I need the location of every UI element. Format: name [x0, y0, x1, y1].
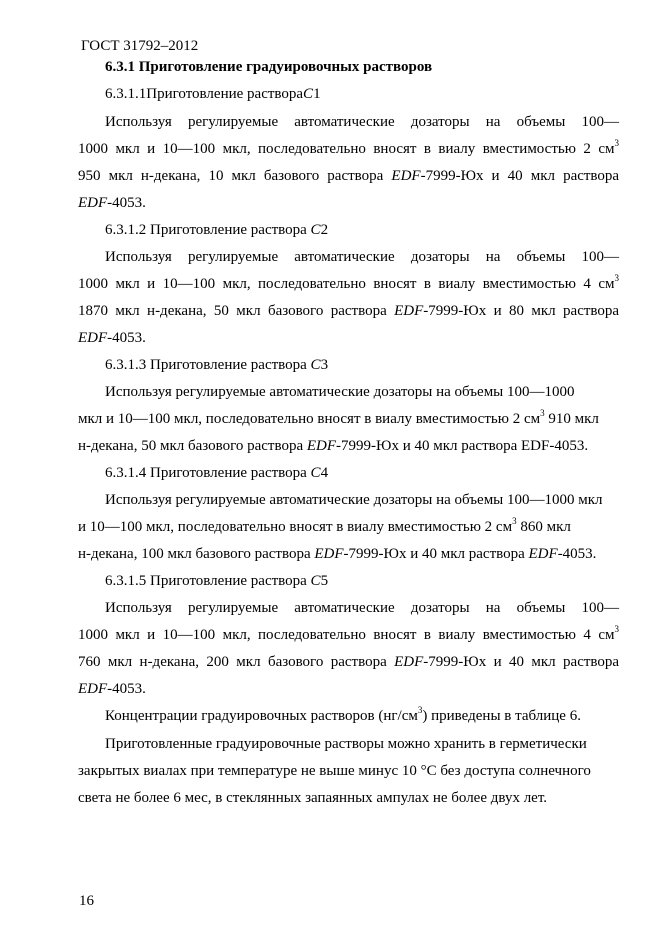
c3-line-2: мкл и 10—100 мкл, последовательно вносят в виалу вместимостью 2 $см^3$ 910 мкл [78, 408, 599, 427]
storage-line-3: света не более 6 мес, в стеклянных запаянных ампулах не более двух лет. [78, 790, 548, 806]
c5-line-1: Используя регулируемые автоматические дозаторы на объемы 100— [105, 600, 619, 616]
c1-line-4: EDF-4053. [78, 195, 146, 211]
concentration-paragraph: Концентрации градуировочных растворов $(нг/см^3)$ приведены в таблице 6. [105, 705, 581, 724]
subsection-heading-c4: 6.3.1.4 Приготовление раствора C4 [105, 465, 329, 481]
document-header: ГОСТ 31792–2012 [81, 38, 199, 54]
subsection-heading-c2: 6.3.1.2 Приготовление раствора C2 [105, 222, 329, 238]
c1-line-1: Используя регулируемые автоматические дозаторы на объемы 100— [105, 114, 619, 130]
page-number: 16 [79, 893, 94, 909]
c2-line-4: EDF-4053. [78, 330, 146, 346]
c3-line-3: н-декана, 50 мкл базового раствора EDF-7999-Юх и 40 мкл раствора EDF-4053. [78, 438, 589, 454]
c5-line-3: 760 мкл н-декана, 200 мкл базового раствора EDF-7999-Юх и 40 мкл раствора [78, 654, 620, 670]
c5-line-4: EDF-4053. [78, 681, 146, 697]
c5-line-2: 1000 мкл и 10—100 мкл, последовательно вносят в виалу вместимостью 4 $см^3$ [78, 624, 620, 643]
c1-line-2: 1000 мкл и 10—100 мкл, последовательно вносят в виалу вместимостью 2 $см^3$ [78, 138, 620, 157]
c2-line-2: 1000 мкл и 10—100 мкл, последовательно вносят в виалу вместимостью 4 $см^3$ [78, 273, 620, 292]
subsection-heading-c3: 6.3.1.3 Приготовление раствора C3 [105, 357, 329, 373]
c1-line-3: 950 мкл н-декана, 10 мкл базового раствора EDF-7999-Юх и 40 мкл раствора [78, 168, 620, 184]
storage-line-1: Приготовленные градуировочные растворы можно хранить в герметически [105, 736, 587, 752]
c4-line-2: и 10—100 мкл, последовательно вносят в виалу вместимостью 2 $см^3$ 860 мкл [78, 516, 571, 535]
c2-line-3: 1870 мкл н-декана, 50 мкл базового раствора EDF-7999-Юх и 80 мкл раствора [78, 303, 620, 319]
c4-line-3: н-декана, 100 мкл базового раствора EDF-7999-Юх и 40 мкл раствора EDF-4053. [78, 546, 597, 562]
section-title: 6.3.1 Приготовление градуировочных растворов [105, 59, 433, 75]
subsection-heading-c1: 6.3.1.1Приготовление раствораC1 [105, 86, 321, 102]
subsection-heading-c5: 6.3.1.5 Приготовление раствора C5 [105, 573, 329, 589]
c3-line-1: Используя регулируемые автоматические дозаторы на объемы 100—1000 [105, 384, 575, 400]
c4-line-1: Используя регулируемые автоматические дозаторы на объемы 100—1000 мкл [105, 492, 603, 508]
storage-line-2: закрытых виалах при температуре не выше минус 10 °С без доступа солнечного [78, 763, 591, 779]
c2-line-1: Используя регулируемые автоматические дозаторы на объемы 100— [105, 249, 619, 265]
